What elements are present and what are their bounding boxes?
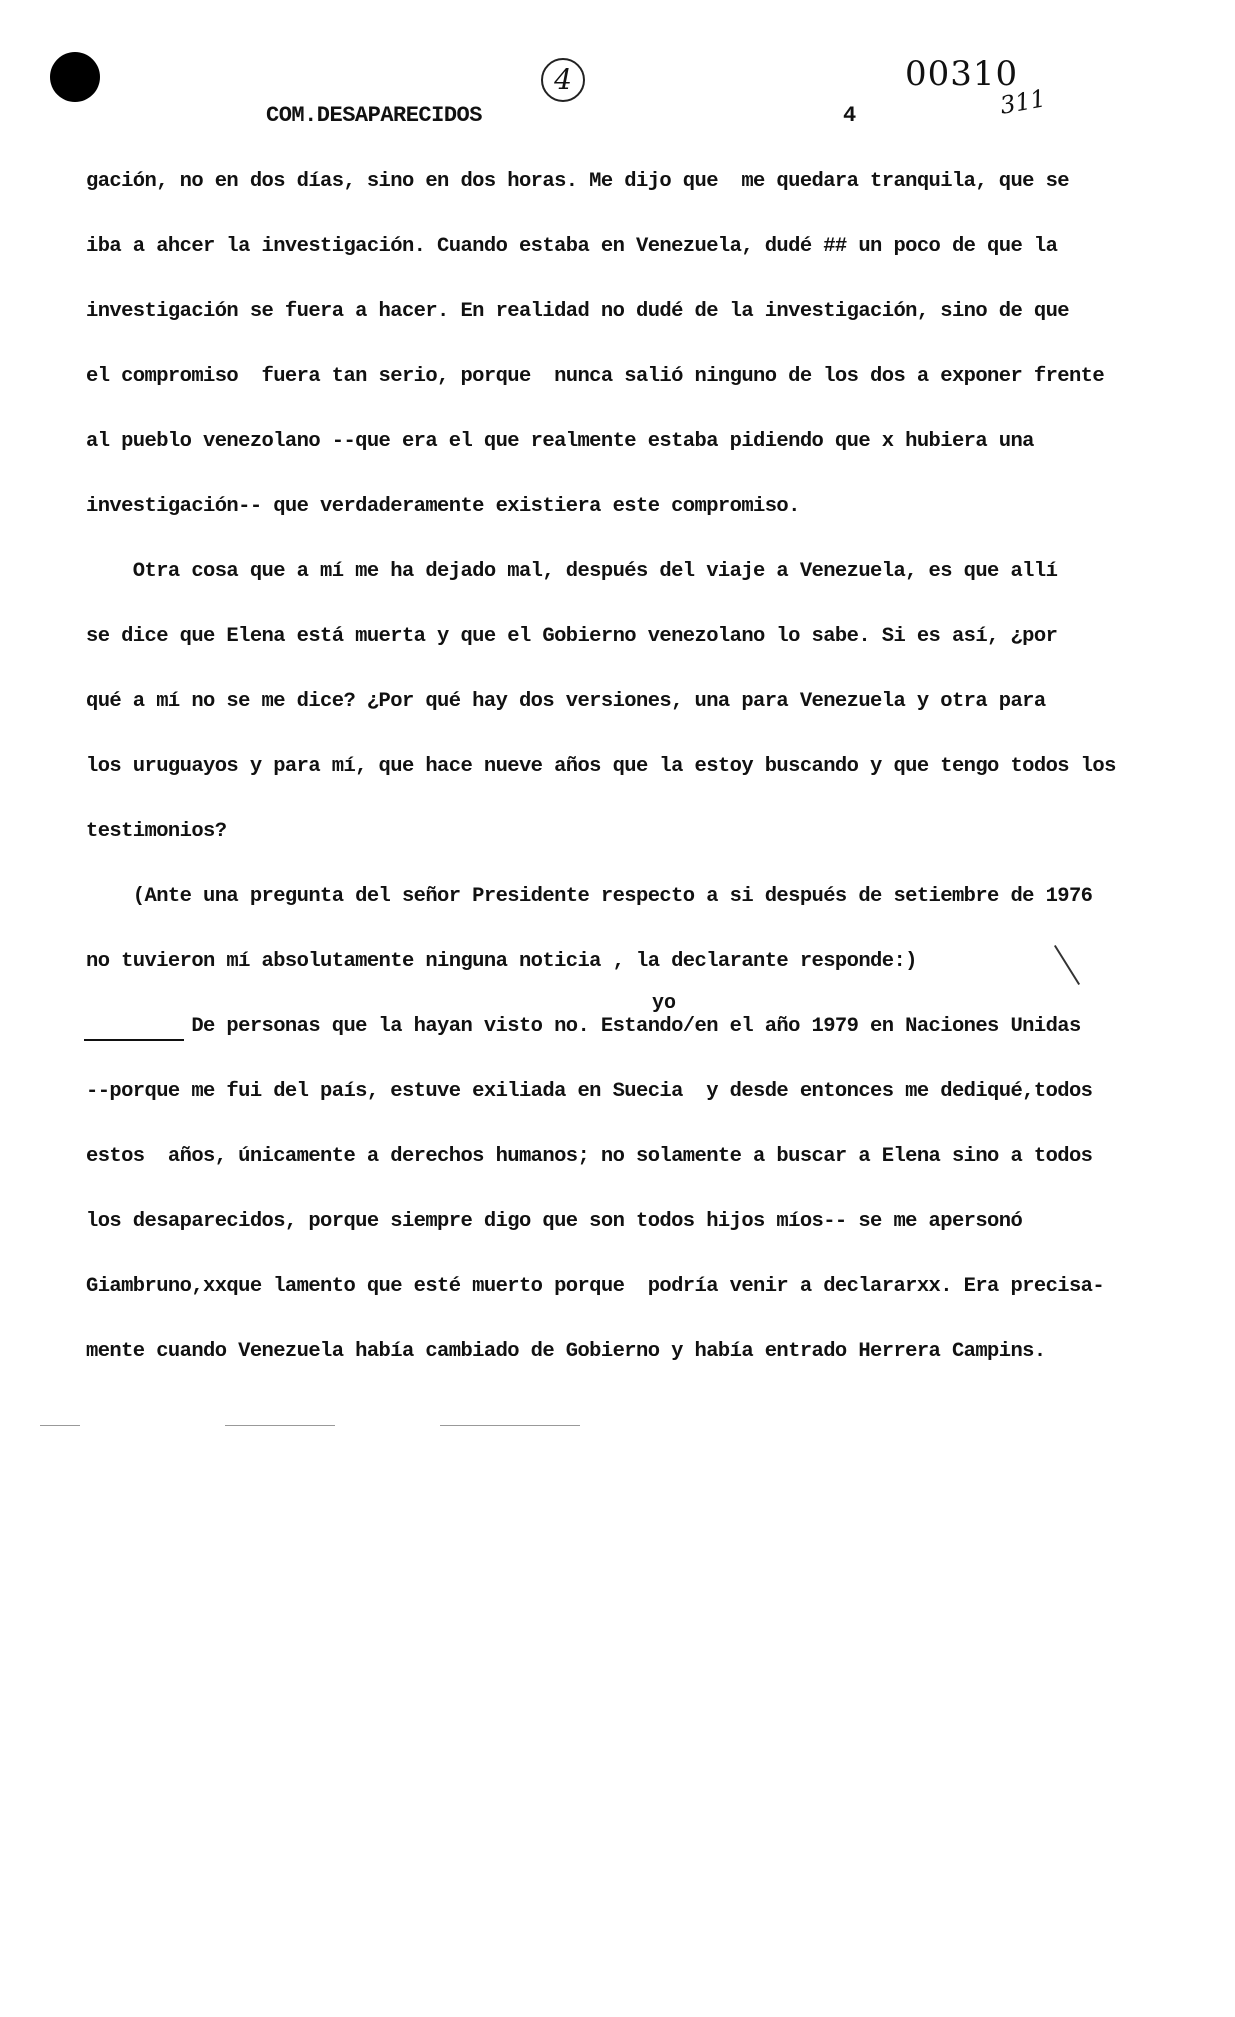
interlinear-insert: yo — [652, 992, 677, 1015]
text-line: los uruguayos y para mí, que hace nueve años que la estoy buscando y que tengo todos los — [86, 755, 1116, 778]
text-line: no tuvieron mí absolutamente ninguna noticia , la declarante responde:) — [86, 950, 917, 973]
text-line: iba a ahcer la investigación. Cuando estaba en Venezuela, dudé ## un poco de que la — [86, 235, 1058, 258]
text-line: al pueblo venezolano --que era el que realmente estaba pidiendo que x hubiera una — [86, 430, 1034, 453]
text-line: el compromiso fuera tan serio, porque nunca salió ninguno de los dos a exponer frente — [86, 365, 1105, 388]
text-line: gación, no en dos días, sino en dos horas. Me dijo que me quedara tranquila, que se — [86, 170, 1069, 193]
text-line: Giambruno,xxque lamento que esté muerto porque podría venir a declararxx. Era precisa- — [86, 1275, 1105, 1298]
text-line: testimonios? — [86, 820, 227, 843]
text-line: los desaparecidos, porque siempre digo que son todos hijos míos-- se me apersonó — [86, 1210, 1023, 1233]
text-line: estos años, únicamente a derechos humanos; no solamente a buscar a Elena sino a todos — [86, 1145, 1093, 1168]
text-line: (Ante una pregunta del señor Presidente respecto a si después de setiembre de 1976 — [86, 885, 1093, 908]
blank-underline — [84, 1039, 184, 1041]
text-line: De personas que la hayan visto no. Estando/en el año 1979 en Naciones Unidas — [86, 1015, 1081, 1038]
text-line: qué a mí no se me dice? ¿Por qué hay dos versiones, una para Venezuela y otra para — [86, 690, 1046, 713]
scan-artifact-line — [40, 1425, 80, 1426]
text-line: mente cuando Venezuela había cambiado de Gobierno y había entrado Herrera Campins. — [86, 1340, 1046, 1363]
text-line: investigación-- que verdaderamente existiera este compromiso. — [86, 495, 800, 518]
circled-page-mark: 4 — [541, 58, 585, 102]
document-header-title: COM.DESAPARECIDOS — [266, 103, 482, 128]
text-line: se dice que Elena está muerta y que el Gobierno venezolano lo sabe. Si es así, ¿por — [86, 625, 1058, 648]
text-line: investigación se fuera a hacer. En realidad no dudé de la investigación, sino de que — [86, 300, 1069, 323]
scan-artifact-line — [225, 1425, 335, 1426]
page-number: 4 — [843, 103, 857, 128]
scan-artifact-line — [440, 1425, 580, 1426]
text-line: Otra cosa que a mí me ha dejado mal, después del viaje a Venezuela, es que allí — [86, 560, 1058, 583]
document-stamp-number: 00310 — [905, 54, 1019, 94]
margin-mark — [1054, 945, 1080, 985]
punch-hole-mark — [50, 52, 100, 102]
text-line: --porque me fui del país, estuve exiliada en Suecia y desde entonces me dediqué,todos — [86, 1080, 1093, 1103]
handwritten-annotation: 311 — [997, 84, 1048, 120]
